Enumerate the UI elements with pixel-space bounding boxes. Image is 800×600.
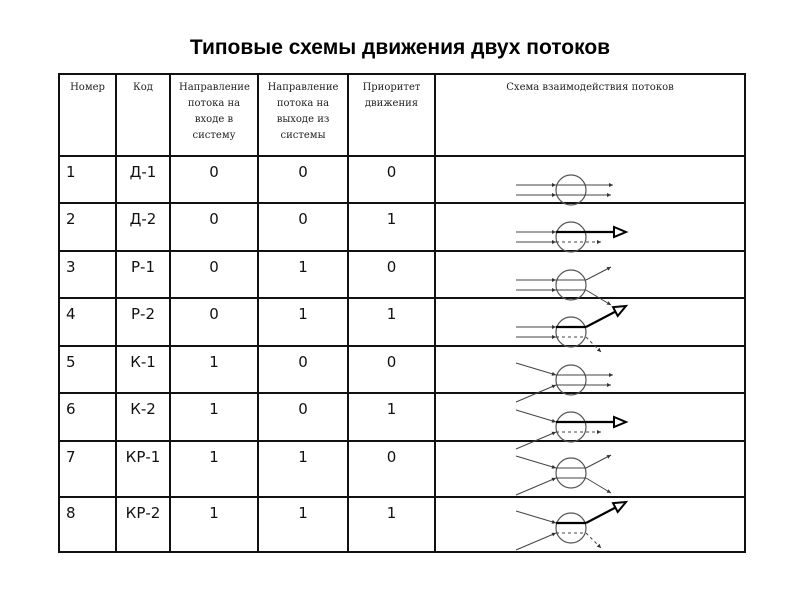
arrow-icon — [552, 288, 556, 292]
row-number: 5 — [59, 346, 116, 393]
row-priority: 0 — [348, 441, 435, 497]
scheme-svg — [436, 204, 746, 252]
header-scheme: Схема взаимодействия потоков — [435, 74, 745, 156]
row-output-direction: 0 — [258, 156, 348, 203]
flow-schemes-table — [58, 73, 746, 553]
incoming-flow-bottom — [516, 478, 556, 495]
row-input-direction: 0 — [170, 298, 258, 346]
priority-arrow-icon — [614, 227, 626, 237]
arrow-icon — [609, 183, 613, 187]
arrow-icon — [597, 430, 601, 434]
header-input-direction: Направление потока на входе в систему — [170, 74, 258, 156]
priority-outgoing-flow — [586, 506, 619, 523]
arrow-icon — [597, 240, 601, 244]
row-output-direction: 1 — [258, 298, 348, 346]
scheme-svg — [436, 394, 746, 442]
row-priority: 0 — [348, 251, 435, 298]
arrow-icon — [552, 335, 556, 339]
scheme-svg — [436, 498, 746, 553]
table-row — [59, 497, 745, 552]
row-number: 4 — [59, 298, 116, 346]
flow-scheme-diagram — [435, 156, 745, 203]
intersection-circle-icon — [556, 458, 586, 488]
row-output-direction: 1 — [258, 441, 348, 497]
row-input-direction: 0 — [170, 203, 258, 251]
intersection-circle-icon — [556, 222, 586, 252]
arrow-icon — [552, 183, 556, 187]
arrow-icon — [552, 230, 556, 234]
priority-arrow-icon — [614, 417, 626, 427]
outgoing-flow-bottom — [586, 478, 611, 493]
row-input-direction: 1 — [170, 441, 258, 497]
row-priority: 1 — [348, 497, 435, 552]
row-output-direction: 1 — [258, 251, 348, 298]
incoming-flow-top — [516, 363, 556, 375]
row-input-direction: 1 — [170, 346, 258, 393]
scheme-svg — [436, 252, 746, 299]
row-priority: 1 — [348, 203, 435, 251]
header-code: Код — [116, 74, 170, 156]
row-code: Д-1 — [116, 156, 170, 203]
flow-scheme-diagram — [435, 298, 745, 346]
row-priority: 0 — [348, 156, 435, 203]
priority-outgoing-flow — [586, 310, 619, 327]
row-priority: 0 — [348, 346, 435, 393]
row-number: 1 — [59, 156, 116, 203]
intersection-circle-icon — [556, 365, 586, 395]
arrow-icon — [607, 193, 611, 197]
intersection-circle-icon — [556, 175, 586, 205]
table-row — [59, 441, 745, 497]
scheme-svg — [436, 442, 746, 498]
arrow-icon — [607, 383, 611, 387]
flow-scheme-diagram — [435, 497, 745, 552]
intersection-circle-icon — [556, 513, 586, 543]
flow-scheme-diagram — [435, 441, 745, 497]
incoming-flow-top — [516, 511, 556, 523]
intersection-circle-icon — [556, 270, 586, 300]
arrow-icon — [552, 240, 556, 244]
header-number: Номер — [59, 74, 116, 156]
incoming-flow-top — [516, 410, 556, 422]
row-input-direction: 1 — [170, 497, 258, 552]
row-code: КР-2 — [116, 497, 170, 552]
incoming-flow-bottom — [516, 533, 556, 550]
row-number: 8 — [59, 497, 116, 552]
row-output-direction: 1 — [258, 497, 348, 552]
table-row — [59, 393, 745, 441]
row-output-direction: 0 — [258, 393, 348, 441]
scheme-svg — [436, 157, 746, 204]
arrow-icon — [609, 373, 613, 377]
header-priority: Приоритет движения — [348, 74, 435, 156]
scheme-svg — [436, 299, 746, 347]
arrow-icon — [552, 278, 556, 282]
row-code: Р-2 — [116, 298, 170, 346]
table-row — [59, 346, 745, 393]
flow-scheme-diagram — [435, 346, 745, 393]
row-number: 6 — [59, 393, 116, 441]
row-code: К-2 — [116, 393, 170, 441]
scheme-svg — [436, 347, 746, 394]
outgoing-flow-top — [586, 455, 611, 468]
arrow-icon — [552, 193, 556, 197]
row-code: Д-2 — [116, 203, 170, 251]
flow-scheme-diagram — [435, 393, 745, 441]
row-input-direction: 0 — [170, 156, 258, 203]
row-input-direction: 1 — [170, 393, 258, 441]
table-header-row — [59, 74, 745, 156]
table-row — [59, 251, 745, 298]
row-code: К-1 — [116, 346, 170, 393]
intersection-circle-icon — [556, 317, 586, 347]
row-output-direction: 0 — [258, 346, 348, 393]
arrow-icon — [597, 544, 601, 548]
row-input-direction: 0 — [170, 251, 258, 298]
incoming-flow-top — [516, 456, 556, 468]
table-row — [59, 156, 745, 203]
row-priority: 1 — [348, 393, 435, 441]
row-number: 3 — [59, 251, 116, 298]
intersection-circle-icon — [556, 412, 586, 442]
row-number: 7 — [59, 441, 116, 497]
table-row — [59, 203, 745, 251]
row-number: 2 — [59, 203, 116, 251]
flow-scheme-diagram — [435, 203, 745, 251]
row-output-direction: 0 — [258, 203, 348, 251]
row-code: Р-1 — [116, 251, 170, 298]
flow-scheme-diagram — [435, 251, 745, 298]
row-code: КР-1 — [116, 441, 170, 497]
priority-arrow-icon — [613, 502, 626, 512]
table-row — [59, 298, 745, 346]
arrow-icon — [552, 325, 556, 329]
row-priority: 1 — [348, 298, 435, 346]
page-title: Типовые схемы движения двух потоков — [189, 36, 611, 59]
priority-arrow-icon — [613, 306, 626, 316]
header-output-direction: Направление потока на выходе из системы — [258, 74, 348, 156]
outgoing-flow-top — [586, 267, 611, 280]
